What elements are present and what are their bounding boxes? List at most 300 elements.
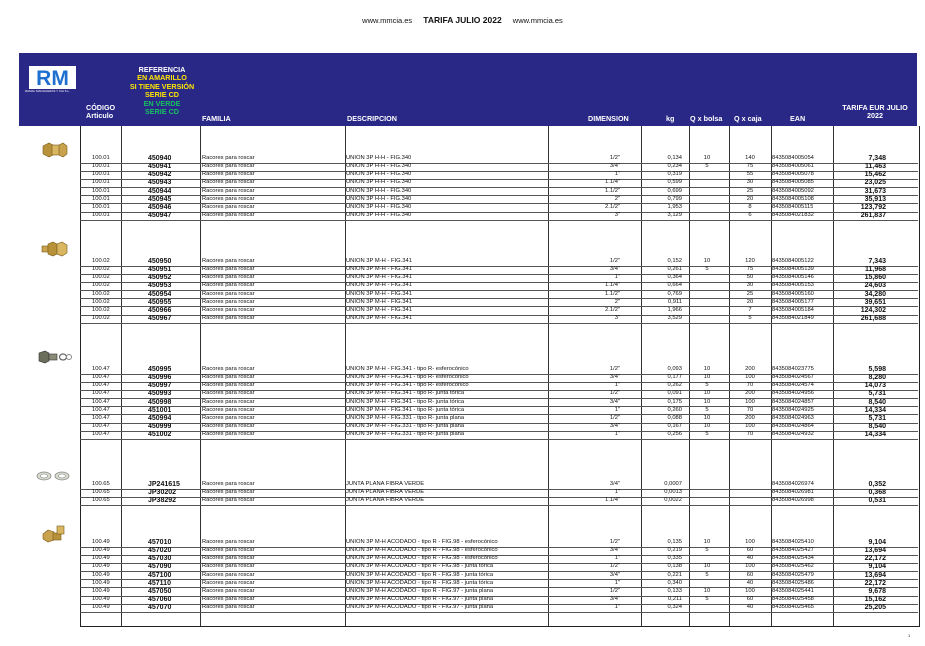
- price-cell: 5,598: [868, 366, 886, 373]
- kg-cell: 0,0013: [664, 489, 682, 496]
- codigo-cell: 100.01: [92, 212, 110, 219]
- table-row: [80, 497, 918, 506]
- price-cell: 8,280: [868, 374, 886, 382]
- familia-cell: Racores para roscar: [202, 406, 255, 413]
- familia-cell: Racores para roscar: [202, 414, 255, 421]
- referencia-cell: 450950: [148, 258, 172, 265]
- ean-cell: 8435084025410: [772, 539, 814, 545]
- referencia-cell: 457090: [148, 563, 172, 571]
- referencia-cell: 457010: [148, 539, 172, 546]
- qcaja-cell: 70: [746, 382, 754, 389]
- qcaja-cell: 50: [746, 274, 754, 281]
- codigo-cell: 100.65: [92, 489, 110, 496]
- referencia-cell: 450999: [148, 423, 172, 431]
- familia-cell: Racores para roscar: [202, 489, 255, 496]
- dimension-cell: 1/2": [609, 587, 620, 594]
- codigo-cell: 100.49: [92, 547, 110, 554]
- codigo-cell: 100.02: [92, 266, 110, 273]
- ean-cell: 8435084025458: [772, 596, 814, 603]
- referencia-cell: 450954: [148, 290, 172, 298]
- descripcion-cell: UNIÓN 3P M-H - FIG.331 - tipo R- junta plana: [346, 431, 465, 438]
- familia-cell: Racores para roscar: [202, 258, 255, 264]
- kg-cell: 0,221: [667, 571, 682, 578]
- referencia-cell: 450998: [148, 398, 172, 406]
- descripcion-cell: UNIÓN 3P H-H - FIG.340: [346, 179, 412, 186]
- kg-cell: 0,211: [667, 596, 682, 603]
- dimension-cell: 1": [614, 555, 620, 562]
- price-cell: 13,694: [864, 547, 886, 555]
- table-row: [80, 431, 918, 440]
- qcaja-cell: 200: [745, 390, 755, 397]
- descripcion-cell: UNIÓN 3P M-H - FIG.341: [346, 274, 412, 281]
- familia-cell: Racores para roscar: [202, 171, 255, 178]
- price-cell: 39,651: [864, 298, 886, 306]
- ean-cell: 8435084025479: [772, 571, 814, 578]
- kg-cell: 0,219: [667, 547, 682, 554]
- descripcion-cell: UNIÓN 3P M-H - FIG.341: [346, 290, 412, 297]
- descripcion-cell: UNIÓN 3P H-H - FIG.340: [346, 203, 412, 210]
- dimension-cell: 3": [614, 315, 620, 322]
- dimension-cell: 2.1/2": [605, 203, 620, 210]
- familia-cell: Racores para roscar: [202, 195, 255, 202]
- referencia-cell: JP38292: [148, 497, 177, 505]
- ean-cell: 8435084024925: [772, 406, 814, 413]
- dimension-cell: 1": [614, 382, 620, 389]
- price-cell: 22,172: [864, 579, 886, 587]
- referencia-cell: 457020: [148, 547, 172, 555]
- header-qcaja: Q x caja: [734, 114, 762, 123]
- dimension-cell: 1/2": [609, 563, 620, 570]
- dimension-cell: 3/4": [609, 423, 620, 430]
- kg-cell: 0,319: [667, 171, 682, 178]
- ean-cell: 8435084005153: [772, 282, 814, 289]
- familia-cell: Racores para roscar: [202, 596, 255, 603]
- descripcion-cell: UNIÓN 3P M-H - FIG.341 - tipo R- esferocónico: [346, 366, 469, 372]
- price-cell: 0,368: [868, 489, 886, 497]
- referencia-cell: 450951: [148, 266, 172, 274]
- dimension-cell: 3": [614, 212, 620, 219]
- qcaja-cell: 70: [746, 406, 754, 413]
- familia-cell: Racores para roscar: [202, 374, 255, 381]
- familia-cell: Racores para roscar: [202, 382, 255, 389]
- kg-cell: 3,529: [667, 315, 682, 322]
- referencia-cell: 450997: [148, 382, 172, 390]
- codigo-cell: 100.49: [92, 587, 110, 594]
- kg-cell: 0,175: [667, 398, 682, 405]
- kg-cell: 0,088: [667, 414, 682, 421]
- descripcion-cell: UNIÓN 3P M-H - FIG.341: [346, 266, 412, 273]
- qbolsa-cell: 10: [703, 374, 711, 381]
- dimension-cell: 2": [614, 298, 620, 305]
- ean-cell: 8435084021849: [772, 315, 814, 322]
- codigo-cell: 100.47: [92, 423, 110, 430]
- familia-cell: Racores para roscar: [202, 555, 255, 562]
- qcaja-cell: 60: [746, 547, 754, 554]
- dimension-cell: 2": [614, 195, 620, 202]
- referencia-cell: 457070: [148, 604, 172, 612]
- familia-cell: Racores para roscar: [202, 481, 255, 487]
- qcaja-cell: 55: [746, 171, 754, 178]
- kg-cell: 0,262: [667, 382, 682, 389]
- qbolsa-cell: 10: [703, 390, 711, 397]
- codigo-cell: 100.01: [92, 195, 110, 202]
- kg-cell: 1,966: [667, 306, 682, 313]
- qbolsa-cell: 5: [705, 547, 709, 554]
- price-cell: 5,731: [868, 414, 886, 422]
- qbolsa-cell: 10: [703, 398, 711, 405]
- header-referencia: REFERENCIA EN AMARILLO SI TIENE VERSIÓN SERIE CD EN VERDE SERIE CD: [129, 65, 195, 117]
- kg-cell: 0,340: [667, 579, 682, 586]
- codigo-cell: 100.02: [92, 298, 110, 305]
- ean-cell: 8435084024567: [772, 374, 814, 381]
- dimension-cell: 1.1/2": [605, 290, 620, 297]
- price-cell: 31,673: [864, 187, 886, 195]
- codigo-cell: 100.49: [92, 563, 110, 570]
- qcaja-cell: 7: [748, 306, 752, 313]
- qbolsa-cell: 5: [705, 406, 709, 413]
- qcaja-cell: 120: [745, 258, 755, 264]
- junta-plana-image: [35, 469, 71, 483]
- familia-cell: Racores para roscar: [202, 579, 255, 586]
- price-cell: 15,162: [864, 596, 886, 604]
- dimension-cell: 1/2": [609, 390, 620, 397]
- dimension-cell: 1": [614, 171, 620, 178]
- ean-cell: 8435084024963: [772, 414, 814, 421]
- codigo-cell: 100.02: [92, 315, 110, 322]
- price-cell: 8,540: [868, 423, 886, 431]
- table-row: [80, 315, 918, 324]
- qcaja-cell: 140: [745, 155, 755, 161]
- ean-cell: 8435084005160: [772, 290, 814, 297]
- codigo-cell: 100.49: [92, 604, 110, 611]
- qbolsa-cell: 5: [705, 571, 709, 578]
- referencia-cell: 457100: [148, 571, 172, 579]
- codigo-cell: 100.47: [92, 374, 110, 381]
- descripcion-cell: UNIÓN 3P M-H - FIG.341 - tipo R- junta tórica: [346, 390, 465, 397]
- codigo-cell: 100.01: [92, 171, 110, 178]
- header-ean: EAN: [790, 114, 806, 123]
- referencia-cell: 450953: [148, 282, 172, 290]
- qbolsa-cell: 10: [703, 587, 711, 594]
- codigo-cell: 100.65: [92, 497, 110, 504]
- kg-cell: 1,953: [667, 203, 682, 210]
- codigo-cell: 100.47: [92, 366, 110, 372]
- referencia-cell: 450943: [148, 179, 172, 187]
- ean-cell: 8435084005122: [772, 258, 814, 264]
- price-cell: 9,104: [868, 563, 886, 571]
- kg-cell: 0,234: [667, 163, 682, 170]
- kg-cell: 0,0022: [664, 497, 682, 504]
- price-cell: 123,792: [860, 203, 886, 211]
- qcaja-cell: 100: [745, 398, 755, 405]
- price-cell: 14,073: [864, 382, 886, 390]
- familia-cell: Racores para roscar: [202, 315, 255, 322]
- qcaja-cell: 30: [746, 179, 754, 186]
- dimension-cell: 3/4": [609, 571, 620, 578]
- kg-cell: 0,664: [667, 282, 682, 289]
- codigo-cell: 100.01: [92, 203, 110, 210]
- kg-cell: 0,335: [667, 555, 682, 562]
- descripcion-cell: UNIÓN 3P M-H - FIG.331 - tipo R- junta plana: [346, 423, 465, 430]
- ean-cell: 8435084005092: [772, 187, 814, 194]
- familia-cell: Racores para roscar: [202, 212, 255, 219]
- referencia-cell: 450993: [148, 390, 172, 398]
- descripcion-cell: JUNTA PLANA FIBRA VERDE: [346, 481, 425, 487]
- qcaja-cell: 20: [746, 195, 754, 202]
- qcaja-cell: 40: [746, 604, 754, 611]
- header-url-right[interactable]: www.mmcia.es: [512, 16, 563, 25]
- referencia-cell: JP241615: [148, 481, 180, 488]
- referencia-cell: JP30202: [148, 489, 177, 497]
- ean-cell: 8435084025441: [772, 587, 814, 594]
- kg-cell: 0,0007: [664, 481, 682, 487]
- codigo-cell: 100.01: [92, 179, 110, 186]
- dimension-cell: 3/4": [609, 481, 620, 487]
- dimension-cell: 1/2": [609, 155, 620, 161]
- ean-cell: 8435084005184: [772, 306, 814, 313]
- price-cell: 11,463: [864, 163, 886, 171]
- descripcion-cell: JUNTA PLANA FIBRA VERDE: [346, 489, 425, 496]
- header-codigo: CÓDIGO Articulo: [86, 103, 116, 121]
- price-cell: 13,694: [864, 571, 886, 579]
- qcaja-cell: 100: [745, 563, 755, 570]
- qcaja-cell: 75: [746, 266, 754, 273]
- descripcion-cell: UNIÓN 3P M-H ACODADO - tipo R - FIG.97 - junta plana: [346, 604, 494, 611]
- ean-cell: 8435084005108: [772, 195, 814, 202]
- qcaja-cell: 6: [748, 212, 752, 219]
- codigo-cell: 100.47: [92, 431, 110, 438]
- qcaja-cell: 60: [746, 596, 754, 603]
- table-row: [80, 212, 918, 221]
- ean-cell: 8435084026974: [772, 481, 814, 487]
- dimension-cell: 1": [614, 604, 620, 611]
- descripcion-cell: UNIÓN 3P M-H ACODADO - tipo R - FIG.98 - esferocónico: [346, 547, 498, 554]
- ean-cell: 8435084005177: [772, 298, 814, 305]
- qcaja-cell: 100: [745, 587, 755, 594]
- price-cell: 35,913: [864, 195, 886, 203]
- familia-cell: Racores para roscar: [202, 203, 255, 210]
- familia-cell: Racores para roscar: [202, 163, 255, 170]
- codigo-cell: 100.01: [92, 155, 110, 161]
- qcaja-cell: 70: [746, 431, 754, 438]
- dimension-cell: 1": [614, 274, 620, 281]
- price-cell: 34,280: [864, 290, 886, 298]
- qcaja-cell: 75: [746, 163, 754, 170]
- kg-cell: 0,134: [667, 155, 682, 161]
- referencia-cell: 450940: [148, 155, 172, 162]
- kg-cell: 0,152: [667, 258, 682, 264]
- dimension-cell: 1/2": [609, 539, 620, 545]
- ean-cell: 8435084021832: [772, 212, 814, 219]
- price-cell: 9,678: [868, 587, 886, 595]
- familia-cell: Racores para roscar: [202, 282, 255, 289]
- descripcion-cell: UNIÓN 3P M-H ACODADO - tipo R - FIG.98 - esferocónico: [346, 555, 498, 562]
- codigo-cell: 100.49: [92, 596, 110, 603]
- familia-cell: Racores para roscar: [202, 431, 255, 438]
- referencia-cell: 450955: [148, 298, 172, 306]
- referencia-cell: 457060: [148, 596, 172, 604]
- kg-cell: 3,129: [667, 212, 682, 219]
- descripcion-cell: UNIÓN 3P M-H - FIG.341: [346, 282, 412, 289]
- kg-cell: 0,769: [667, 290, 682, 297]
- referencia-cell: 450966: [148, 306, 172, 314]
- price-cell: 23,025: [864, 179, 886, 187]
- price-cell: 7,343: [868, 258, 886, 265]
- price-cell: 14,334: [864, 431, 886, 439]
- dimension-cell: 3/4": [609, 266, 620, 273]
- union-mh-image: [41, 239, 69, 259]
- descripcion-cell: UNIÓN 3P H-H - FIG.340: [346, 171, 412, 178]
- referencia-cell: 450946: [148, 203, 172, 211]
- dimension-cell: 1/2": [609, 258, 620, 264]
- qbolsa-cell: 5: [705, 266, 709, 273]
- price-cell: 7,348: [868, 155, 886, 162]
- descripcion-cell: UNIÓN 3P M-H - FIG.341 - tipo R- junta tórica: [346, 398, 465, 405]
- familia-cell: Racores para roscar: [202, 547, 255, 554]
- familia-cell: Racores para roscar: [202, 187, 255, 194]
- header-descripcion: DESCRIPCION: [347, 114, 397, 123]
- union-tipo-r-image: [37, 348, 73, 366]
- descripcion-cell: UNIÓN 3P M-H - FIG.341: [346, 315, 412, 322]
- qbolsa-cell: 10: [703, 563, 711, 570]
- kg-cell: 0,260: [667, 406, 682, 413]
- referencia-cell: 450952: [148, 274, 172, 282]
- price-cell: 9,104: [868, 539, 886, 546]
- qbolsa-cell: 5: [705, 431, 709, 438]
- kg-cell: 0,799: [667, 195, 682, 202]
- referencia-cell: 450942: [148, 171, 172, 179]
- qcaja-cell: 60: [746, 571, 754, 578]
- qcaja-cell: 100: [745, 374, 755, 381]
- qcaja-cell: 8: [748, 203, 752, 210]
- dimension-cell: 2.1/2": [605, 306, 620, 313]
- qbolsa-cell: 10: [703, 423, 711, 430]
- familia-cell: Racores para roscar: [202, 604, 255, 611]
- dimension-cell: 1.1/4": [605, 497, 620, 504]
- qbolsa-cell: 5: [705, 382, 709, 389]
- kg-cell: 0,911: [667, 298, 682, 305]
- qbolsa-cell: 10: [703, 414, 711, 421]
- qcaja-cell: 40: [746, 555, 754, 562]
- codigo-cell: 100.01: [92, 187, 110, 194]
- codigo-cell: 100.65: [92, 481, 110, 487]
- referencia-cell: 457110: [148, 579, 171, 587]
- ean-cell: 8435084005061: [772, 163, 814, 170]
- familia-cell: Racores para roscar: [202, 274, 255, 281]
- ean-cell: 8435084025427: [772, 547, 814, 554]
- codigo-cell: 100.49: [92, 579, 110, 586]
- descripcion-cell: UNIÓN 3P M-H ACODADO - tipo R - FIG.98 - junta tórica: [346, 571, 494, 578]
- codigo-cell: 100.02: [92, 290, 110, 297]
- union-hh-image: [41, 140, 69, 160]
- qbolsa-cell: 10: [703, 258, 711, 264]
- familia-cell: Racores para roscar: [202, 423, 255, 430]
- descripcion-cell: UNIÓN 3P H-H - FIG.340: [346, 187, 412, 194]
- kg-cell: 0,135: [667, 539, 682, 545]
- codigo-cell: 100.47: [92, 414, 110, 421]
- price-cell: 261,837: [860, 212, 886, 220]
- kg-cell: 0,177: [667, 374, 682, 381]
- codigo-cell: 100.02: [92, 306, 110, 313]
- codigo-cell: 100.49: [92, 555, 110, 562]
- dimension-cell: 3/4": [609, 547, 620, 554]
- qbolsa-cell: 10: [703, 539, 711, 545]
- codigo-cell: 100.02: [92, 282, 110, 289]
- ean-cell: 8435084024574: [772, 382, 814, 389]
- ean-cell: 8435084005115: [772, 203, 814, 210]
- codigo-cell: 100.01: [92, 163, 110, 170]
- codigo-cell: 100.02: [92, 274, 110, 281]
- dimension-cell: 1.1/4": [605, 179, 620, 186]
- price-cell: 14,334: [864, 406, 886, 414]
- descripcion-cell: UNIÓN 3P H-H - FIG.340: [346, 195, 412, 202]
- descripcion-cell: UNIÓN 3P M-H ACODADO - tipo R - FIG.98 - junta tórica: [346, 563, 494, 570]
- referencia-cell: 451001: [148, 406, 172, 414]
- descripcion-cell: UNIÓN 3P M-H ACODADO - tipo R - FIG.98 - esferocónico: [346, 539, 498, 545]
- familia-cell: Racores para roscar: [202, 539, 255, 545]
- qcaja-cell: 100: [745, 539, 755, 545]
- familia-cell: Racores para roscar: [202, 290, 255, 297]
- price-cell: 0,352: [868, 481, 886, 488]
- price-cell: 15,860: [864, 274, 886, 282]
- familia-cell: Racores para roscar: [202, 571, 255, 578]
- referencia-cell: 457050: [148, 587, 172, 595]
- referencia-cell: 450996: [148, 374, 172, 382]
- descripcion-cell: UNIÓN 3P M-H ACODADO - tipo R - FIG.97 - junta plana: [346, 587, 494, 594]
- price-cell: 8,540: [868, 398, 886, 406]
- qcaja-cell: 20: [746, 298, 754, 305]
- familia-cell: Racores para roscar: [202, 155, 255, 161]
- ean-cell: 8435084025486: [772, 579, 814, 586]
- familia-cell: Racores para roscar: [202, 398, 255, 405]
- referencia-cell: 457030: [148, 555, 172, 563]
- header-dimension: DIMENSION: [588, 114, 629, 123]
- ean-cell: 8435084025434: [772, 555, 814, 562]
- header-url-left[interactable]: www.mmcia.es: [362, 16, 413, 25]
- header-kg: kg: [666, 114, 675, 123]
- familia-cell: Racores para roscar: [202, 306, 255, 313]
- kg-cell: 0,699: [667, 187, 682, 194]
- referencia-cell: 450994: [148, 414, 172, 422]
- header-familia: FAMILIA: [202, 114, 231, 123]
- price-cell: 15,462: [864, 171, 886, 179]
- header-tarifa: TARIFA EUR JULIO 2022: [842, 103, 908, 121]
- ean-cell: 8435084005054: [772, 155, 814, 161]
- ean-cell: 8435084005085: [772, 179, 814, 186]
- ean-cell: 8435084024956: [772, 390, 814, 397]
- kg-cell: 0,324: [667, 604, 682, 611]
- qbolsa-cell: 5: [705, 163, 709, 170]
- descripcion-cell: UNIÓN 3P H-H - FIG.340: [346, 212, 412, 219]
- dimension-cell: 1": [614, 579, 620, 586]
- logo-letters: RM: [36, 67, 69, 89]
- familia-cell: Racores para roscar: [202, 179, 255, 186]
- qcaja-cell: 200: [745, 414, 755, 421]
- price-cell: 22,172: [864, 555, 886, 563]
- descripcion-cell: JUNTA PLANA FIBRA VERDE: [346, 497, 425, 504]
- price-cell: 11,968: [864, 266, 886, 274]
- kg-cell: 0,133: [667, 587, 682, 594]
- descripcion-cell: UNIÓN 3P M-H - FIG.331 - tipo R- junta plana: [346, 414, 465, 421]
- referencia-cell: 450944: [148, 187, 172, 195]
- familia-cell: Racores para roscar: [202, 497, 255, 504]
- kg-cell: 0,364: [667, 274, 682, 281]
- kg-cell: 0,138: [667, 563, 682, 570]
- dimension-cell: 1/2": [609, 414, 620, 421]
- codigo-cell: 100.49: [92, 571, 110, 578]
- descripcion-cell: UNIÓN 3P M-H ACODADO - tipo R - FIG.97 - junta plana: [346, 596, 494, 603]
- qcaja-cell: 25: [746, 290, 754, 297]
